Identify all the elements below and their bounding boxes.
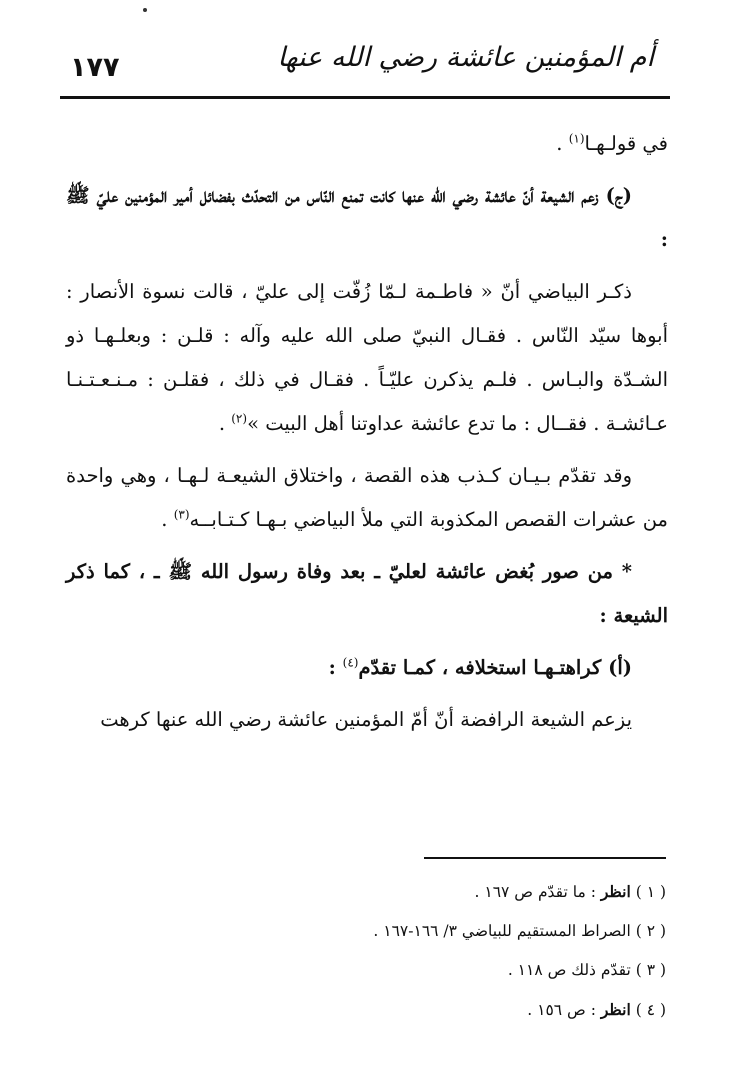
paragraph-text: ذكـر البياضي أنّ « فاطـمة لـمّا زُفّت إلى عليّ ، قالت نسوة الأنصار : أبوها سيّد النّاس . فقـال النبيّ صلى الله عليه وآله : قلـن : وبعلـهـا ذو الشـدّة والبـاس . فلـم يذكرن عليّـاً . فقـال في ذلك ، فقلـن : مـنـعـتـنـا عـائشـة . فقــال : ما تدع عائشة عداوتنا أهل البيت » <box>66 280 668 435</box>
footnote-number: ( ٣ ) <box>635 961 666 979</box>
footnote <box>300 872 666 912</box>
subheading-end: : <box>328 656 343 679</box>
footnote <box>300 912 666 951</box>
footnote-ref: (١) <box>568 131 585 146</box>
footnote-number: ( ١ ) <box>635 883 666 901</box>
paragraph <box>66 454 668 542</box>
footnote-text: تقدّم ذلك ص ١١٨ . <box>507 961 631 979</box>
paragraph-end: . <box>556 132 569 155</box>
paragraph-end: . <box>161 508 174 531</box>
footnote-text: الصراط المستقيم للبياضي ٣/ ١٦٦-١٦٧ . <box>373 922 631 940</box>
subheading-text: (أ) كراهتـهـا استخلافه ، كمـا تقدّم <box>358 656 632 679</box>
footnote-label: انظر <box>600 1000 631 1019</box>
paragraph <box>66 122 668 166</box>
footnote-number: ( ٤ ) <box>635 1001 666 1019</box>
running-title: أم المؤمنين عائشة رضي الله عنها <box>277 42 654 73</box>
main-text <box>66 122 668 750</box>
page-number: ١٧٧ <box>70 52 120 83</box>
footnote <box>300 951 666 990</box>
paragraph-end: . <box>218 412 232 435</box>
paragraph <box>66 270 668 446</box>
section-heading: * من صور بُغض عائشة لعليّ ـ بعد وفاة رسول الله ﷺ ـ ، كما ذكر الشيعة : <box>66 560 668 627</box>
footnote-number: ( ٢ ) <box>635 922 666 940</box>
paragraph-text: في قولـهـا <box>584 132 668 155</box>
header-rule <box>60 96 670 99</box>
footnote-rule <box>424 857 666 859</box>
footnote-ref: (٤) <box>342 655 359 670</box>
footnote-ref: (٢) <box>231 411 248 426</box>
subheading <box>66 646 668 690</box>
footnote-label: انظر <box>600 882 631 901</box>
paragraph: يزعم الشيعة الرافضة أنّ أمّ المؤمنين عائشة رضي الله عنها كرهت <box>100 708 632 731</box>
footnotes <box>300 872 666 1030</box>
scan-speck <box>143 8 147 12</box>
footnote <box>300 990 666 1030</box>
footnote-text: : ما تقدّم ص ١٦٧ . <box>474 883 601 901</box>
paragraph-text: وقد تقدّم بـيـان كـذب هذه القصة ، واختلاق الشيعـة لـهـا ، وهي واحدة من عشرات القصص المكذوبة التي ملأ البياضي بـهـا كـتـابــه <box>66 464 668 531</box>
footnote-ref: (٣) <box>173 507 190 522</box>
section-heading: (ج) زعم الشيعة أنّ عائشة رضي الله عنها كانت تمنع النّاس من التحدّث بفضائل أمير المؤمنين عليّ ﷺ : <box>66 184 668 251</box>
footnote-text: : ص ١٥٦ . <box>527 1001 601 1019</box>
page-header <box>60 40 674 94</box>
